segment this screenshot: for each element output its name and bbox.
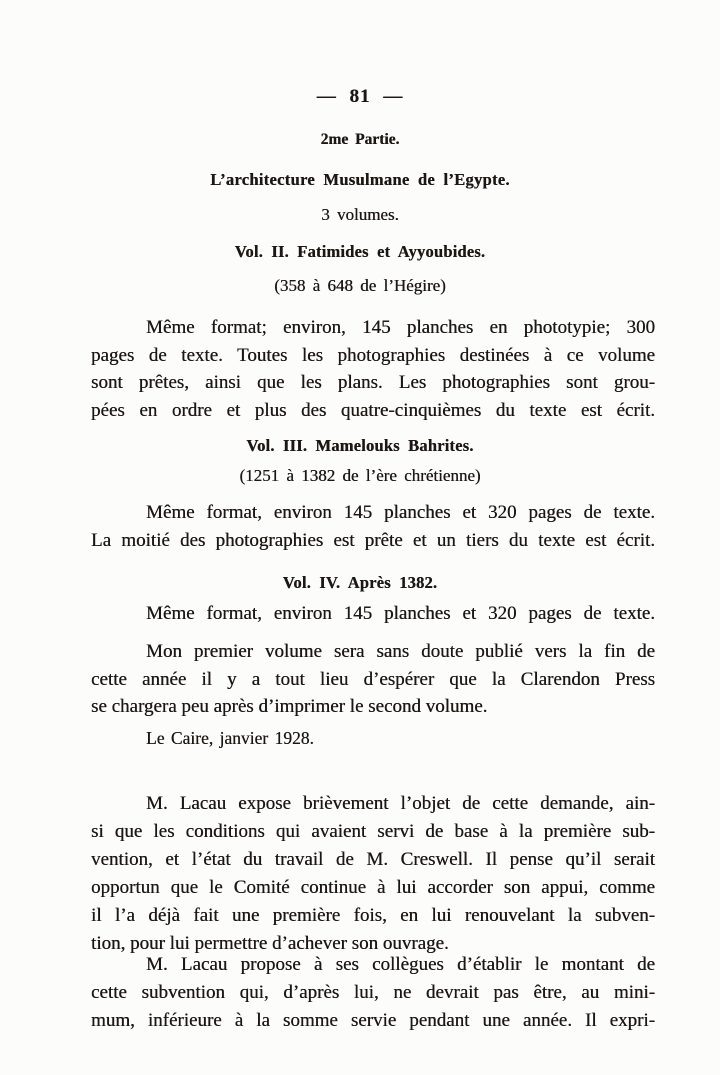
vol2-description: [91, 314, 655, 424]
vol2-heading: Vol. II. Fatimides et Ayyoubides.: [234, 242, 486, 261]
volumes-note: 3 volumes.: [321, 205, 399, 224]
vol4-heading: Vol. IV. Après 1382.: [282, 573, 438, 592]
text-line: Même format; environ, 145 planches en phototypie; 300: [146, 317, 655, 338]
text-line: tion, pour lui permettre d’achever son ouvrage.: [91, 933, 449, 954]
text-line: Même format, environ 145 planches et 320 pages de texte.: [146, 502, 655, 523]
page-number: — 81 —: [316, 86, 404, 107]
text-line: il l’a déjà fait une première fois, en lui renouvelant la subven-: [91, 905, 655, 926]
text-line: mum, inférieure à la somme servie pendant une année. Il expri-: [91, 1010, 655, 1031]
text-line: M. Lacau expose brièvement l’objet de cette demande, ain-: [146, 793, 655, 814]
text-line: pées en ordre et plus des quatre-cinquièmes du texte est écrit.: [91, 399, 655, 421]
main-title: L’architecture Musulmane de l’Egypte.: [210, 170, 510, 189]
text-line: cette année il y a tout lieu d’espérer que la Clarendon Press: [91, 668, 655, 690]
text-line: vention, et l’état du travail de M. Creswell. Il pense qu’il serait: [91, 849, 655, 870]
minutes-paragraph-1: [91, 790, 655, 958]
text-line: M. Lacau propose à ses collègues d’établir le montant de: [146, 954, 655, 975]
text-line: Même format, environ 145 planches et 320 pages de texte.: [146, 603, 655, 624]
vol3-heading: Vol. III. Mamelouks Bahrites.: [246, 436, 474, 455]
vol4-description: [91, 600, 655, 628]
text-line: opportun que le Comité continue à lui accorder son appui, comme: [91, 877, 655, 898]
text-line: cette subvention qui, d’après lui, ne devrait pas être, au mini-: [91, 982, 655, 1003]
vol3-dates: (1251 à 1382 de l’ère chrétienne): [239, 466, 481, 485]
minutes-paragraph-2: [91, 951, 655, 1035]
text-line: si que les conditions qui avaient servi de base à la première sub-: [91, 821, 655, 842]
dateline: Le Caire, janvier 1928.: [146, 728, 314, 748]
text-line: La moitié des photographies est prête et un tiers du texte est écrit.: [91, 529, 655, 551]
closing-paragraph: [91, 638, 655, 721]
text-line: se chargera peu après d’imprimer le second volume.: [91, 696, 488, 717]
text-line: sont prêtes, ainsi que les plans. Les photographies sont grou-: [91, 372, 655, 393]
part-heading: 2me Partie.: [320, 131, 400, 148]
text-line: Mon premier volume sera sans doute publié vers la fin de: [146, 641, 655, 662]
text-line: pages de texte. Toutes les photographies destinées à ce volume: [91, 344, 655, 366]
vol3-description: [91, 499, 655, 554]
vol2-dates: (358 à 648 de l’Hégire): [274, 276, 446, 295]
